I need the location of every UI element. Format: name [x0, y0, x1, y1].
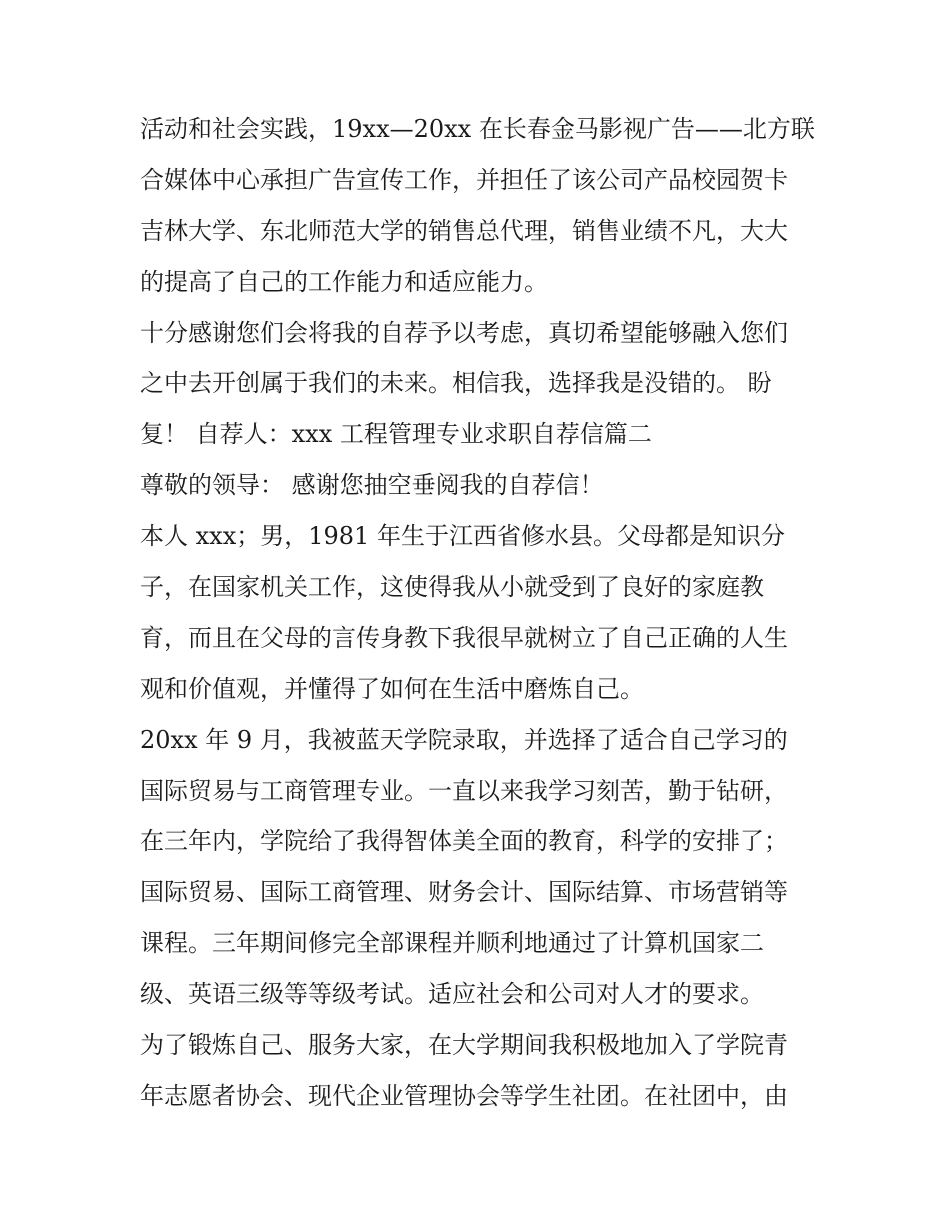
text-line: 的提高了自己的工作能力和适应能力。 [140, 267, 548, 296]
text-line: 级、英语三级等等级考试。适应社会和公司对人才的要求。 [140, 980, 764, 1009]
text-line: 之中去开创属于我们的未来。相信我，选择我是没错的。 盼 [140, 369, 772, 398]
text-line: 吉林大学、东北师范大学的销售总代理，销售业绩不凡，大大 [140, 216, 788, 245]
text-line: 育，而且在父母的言传身教下我很早就树立了自己正确的人生 [140, 623, 788, 652]
text-line: 国际贸易与工商管理专业。一直以来我学习刻苦，勤于钻研， [140, 776, 788, 805]
text-line: 复！ 自荐人：xxx 工程管理专业求职自荐信篇二 [140, 420, 652, 449]
text-line: 课程。三年期间修完全部课程并顺利地通过了计算机国家二 [140, 929, 764, 958]
letter-body-text [140, 104, 820, 1122]
text-line: 观和价值观，并懂得了如何在生活中磨炼自己。 [140, 674, 644, 703]
text-line: 为了锻炼自己、服务大家，在大学期间我积极地加入了学院青 [140, 1031, 788, 1060]
text-line: 国际贸易、国际工商管理、财务会计、国际结算、市场营销等 [140, 878, 788, 907]
text-line: 尊敬的领导： 感谢您抽空垂阅我的自荐信！ [140, 471, 604, 500]
text-line: 年志愿者协会、现代企业管理协会等学生社团。在社团中，由 [140, 1081, 788, 1110]
text-line: 子，在国家机关工作，这使得我从小就受到了良好的家庭教 [140, 573, 764, 602]
text-line: 活动和社会实践，19xx—20xx 在长春金马影视广告——北方联 [140, 115, 815, 143]
text-line: 在三年内，学院给了我得智体美全面的教育，科学的安排了； [140, 827, 788, 856]
text-line: 本人 xxx；男，1981 年生于江西省修水县。父母都是知识分 [140, 522, 785, 551]
text-line: 合媒体中心承担广告宣传工作，并担任了该公司产品校园贺卡 [140, 165, 788, 194]
text-line: 20xx 年 9 月，我被蓝天学院录取，并选择了适合自己学习的 [140, 725, 788, 754]
text-line: 十分感谢您们会将我的自荐予以考虑，真切希望能够融入您们 [140, 318, 788, 347]
